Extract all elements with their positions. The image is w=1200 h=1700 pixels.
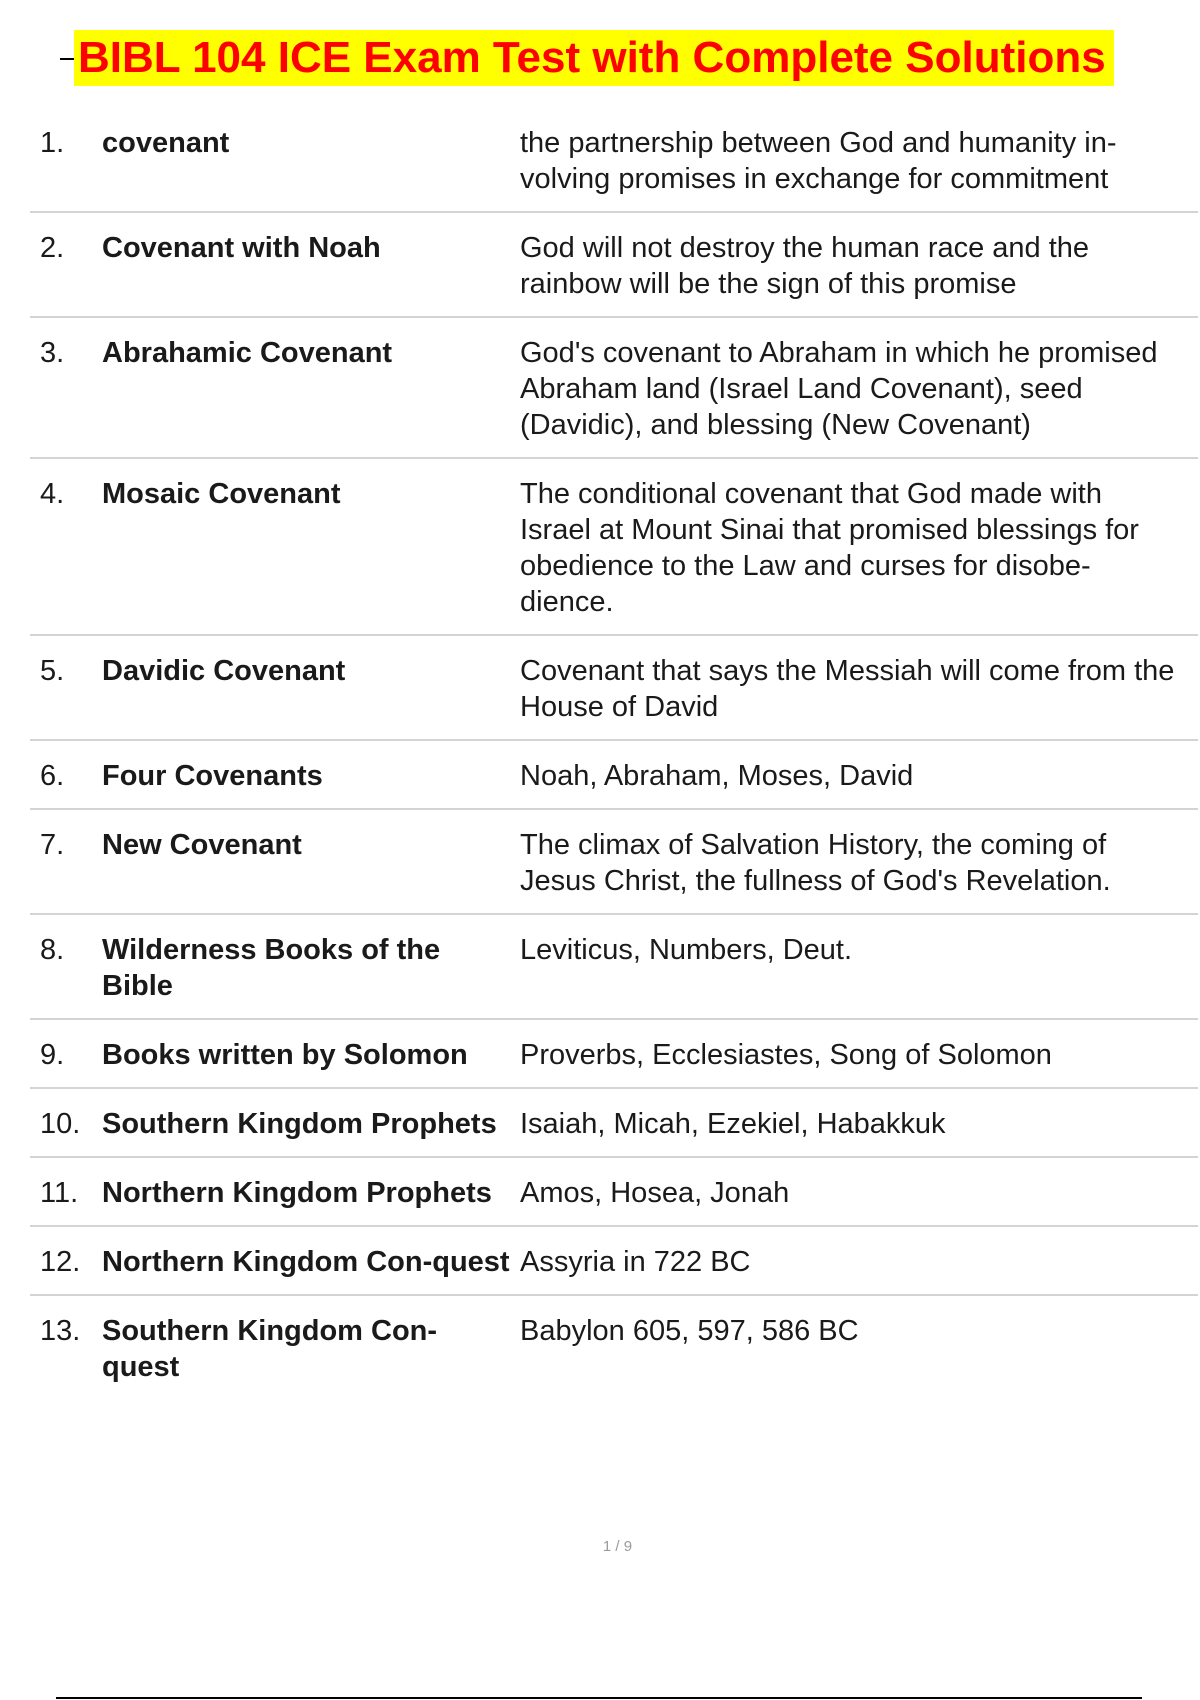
item-term: Books written by Solomon: [102, 1039, 468, 1071]
item-term: Mosaic Covenant: [102, 478, 341, 510]
item-number: 2.: [40, 232, 65, 264]
list-item: [30, 459, 1198, 636]
item-term: Southern Kingdom Con-quest: [102, 1315, 438, 1383]
item-term: Four Covenants: [102, 760, 323, 792]
item-definition: Assyria in 722 BC: [520, 1246, 751, 1278]
flashcard-list: [30, 108, 1198, 1399]
item-term: Covenant with Noah: [102, 232, 381, 264]
item-number: 3.: [40, 337, 65, 369]
item-definition: Covenant that says the Messiah will come from the House of David: [520, 655, 1175, 723]
item-number: 13.: [40, 1315, 81, 1347]
item-number: 1.: [40, 127, 65, 159]
list-item: [30, 636, 1198, 741]
item-number: 12.: [40, 1246, 81, 1278]
title-block: [60, 30, 1160, 90]
item-definition: Babylon 605, 597, 586 BC: [520, 1315, 859, 1347]
list-item: [30, 1158, 1198, 1227]
list-item: [30, 741, 1198, 810]
item-number: 9.: [40, 1039, 65, 1071]
title-dash: [60, 58, 74, 60]
list-item: [30, 1020, 1198, 1089]
item-term: New Covenant: [102, 829, 302, 861]
item-definition: The climax of Salvation History, the coming of Jesus Christ, the fullness of God's Revelation.: [520, 829, 1111, 897]
page-number: 1 / 9: [602, 1538, 633, 1555]
item-number: 4.: [40, 478, 65, 510]
item-term: Northern Kingdom Prophets: [102, 1177, 492, 1209]
list-item: [30, 213, 1198, 318]
list-item: [30, 915, 1198, 1020]
footer-divider: [56, 1697, 1142, 1699]
item-number: 8.: [40, 934, 65, 966]
item-definition: the partnership between God and humanity in-volving promises in exchange for commitment: [520, 127, 1117, 195]
item-definition: Proverbs, Ecclesiastes, Song of Solomon: [520, 1039, 1052, 1071]
item-definition: The conditional covenant that God made with Israel at Mount Sinai that promised blessings for obedience to the Law and curses for disobe-dience.: [520, 478, 1139, 618]
item-number: 10.: [40, 1108, 81, 1140]
item-term: Davidic Covenant: [102, 655, 346, 687]
list-item: [30, 318, 1198, 459]
item-definition: God will not destroy the human race and the rainbow will be the sign of this promise: [520, 232, 1090, 300]
document-title: BIBL 104 ICE Exam Test with Complete Solutions: [74, 30, 1114, 86]
list-item: [30, 1227, 1198, 1296]
item-definition: Leviticus, Numbers, Deut.: [520, 934, 853, 966]
item-term: Abrahamic Covenant: [102, 337, 393, 369]
item-number: 6.: [40, 760, 65, 792]
item-definition: Isaiah, Micah, Ezekiel, Habakkuk: [520, 1108, 946, 1140]
item-number: 7.: [40, 829, 65, 861]
list-item: [30, 108, 1198, 213]
item-term: Northern Kingdom Con-quest: [102, 1246, 510, 1278]
item-term: covenant: [102, 127, 230, 159]
list-item: [30, 1296, 1198, 1399]
item-term: Wilderness Books of the Bible: [102, 934, 441, 1002]
list-item: [30, 810, 1198, 915]
item-number: 11.: [40, 1177, 79, 1209]
item-definition: Noah, Abraham, Moses, David: [520, 760, 914, 792]
list-item: [30, 1089, 1198, 1158]
item-number: 5.: [40, 655, 65, 687]
item-term: Southern Kingdom Prophets: [102, 1108, 497, 1140]
item-definition: God's covenant to Abraham in which he promised Abraham land (Israel Land Covenant), seed (Davidic), and blessing (New Covenant): [520, 337, 1158, 441]
item-definition: Amos, Hosea, Jonah: [520, 1177, 790, 1209]
